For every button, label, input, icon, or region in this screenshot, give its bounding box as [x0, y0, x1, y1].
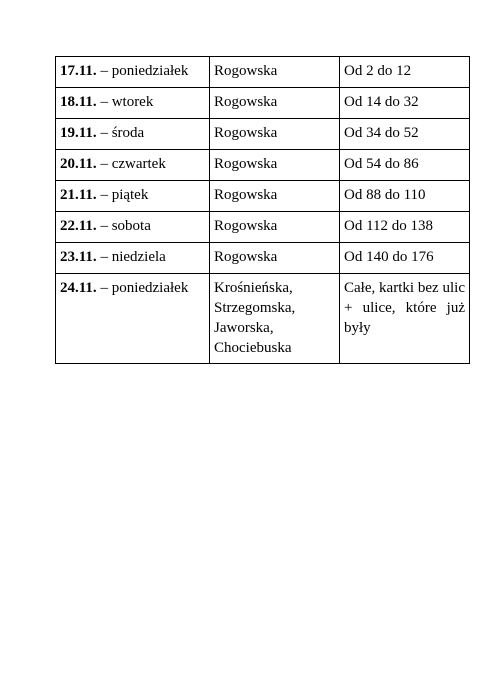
- table-row: [56, 274, 470, 364]
- range-text: Od 54 do 86: [344, 156, 419, 172]
- range-cell: [340, 57, 470, 88]
- street-cell: [210, 243, 340, 274]
- table-row: [56, 181, 470, 212]
- date-cell: [56, 88, 210, 119]
- weekday-text: – piątek: [96, 187, 149, 203]
- date-cell: [56, 212, 210, 243]
- street-text: Krośnieńska,: [214, 280, 293, 296]
- range-text: Od 88 do 110: [344, 187, 426, 203]
- table-row: [56, 150, 470, 181]
- date-text: 17.11.: [60, 63, 97, 79]
- range-cell: [340, 119, 470, 150]
- range-text: Od 140 do 176: [344, 249, 434, 265]
- date-text: 21.11.: [60, 187, 97, 203]
- range-cell: [340, 181, 470, 212]
- street-cell: [210, 181, 340, 212]
- date-text: 20.11.: [60, 156, 97, 172]
- street-cell: [210, 150, 340, 181]
- date-text: 18.11.: [60, 94, 97, 110]
- street-text: Rogowska: [214, 125, 278, 141]
- weekday-text: – wtorek: [96, 94, 154, 110]
- weekday-text: – czwartek: [96, 156, 166, 172]
- range-cell: [340, 212, 470, 243]
- street-text: Rogowska: [214, 156, 278, 172]
- date-text: 19.11.: [60, 125, 97, 141]
- date-text: 24.11.: [60, 280, 97, 296]
- schedule-table: [55, 56, 470, 364]
- date-cell: [56, 150, 210, 181]
- range-cell: [340, 150, 470, 181]
- range-text: Całe, kartki bez ulic + ulice, które już były: [344, 280, 465, 336]
- street-text: Rogowska: [214, 63, 278, 79]
- table-row: [56, 88, 470, 119]
- street-cell: [210, 274, 340, 364]
- table-row: [56, 57, 470, 88]
- street-text: Rogowska: [214, 187, 278, 203]
- date-cell: [56, 119, 210, 150]
- range-text: Od 14 do 32: [344, 94, 419, 110]
- range-cell: [340, 243, 470, 274]
- table-row: [56, 243, 470, 274]
- weekday-text: – środa: [96, 125, 145, 141]
- street-text: Rogowska: [214, 218, 278, 234]
- date-cell: [56, 243, 210, 274]
- table-row: [56, 119, 470, 150]
- range-text: Od 112 do 138: [344, 218, 434, 234]
- street-cell: [210, 212, 340, 243]
- range-text: Od 2 do 12: [344, 63, 412, 79]
- street-text: Chociebuska: [214, 340, 292, 356]
- street-cell: [210, 119, 340, 150]
- street-cell: [210, 88, 340, 119]
- date-cell: [56, 181, 210, 212]
- date-text: 22.11.: [60, 218, 97, 234]
- street-text: Strzegomska,: [214, 300, 296, 316]
- date-text: 23.11.: [60, 249, 97, 265]
- date-cell: [56, 57, 210, 88]
- street-text: Rogowska: [214, 94, 278, 110]
- street-text: Rogowska: [214, 249, 278, 265]
- weekday-text: – niedziela: [96, 249, 166, 265]
- weekday-text: – poniedziałek: [96, 280, 189, 296]
- street-text: Jaworska,: [214, 320, 274, 336]
- street-cell: [210, 57, 340, 88]
- table-row: [56, 212, 470, 243]
- range-text: Od 34 do 52: [344, 125, 419, 141]
- range-cell: [340, 274, 470, 364]
- range-cell: [340, 88, 470, 119]
- schedule-table-body: [56, 57, 470, 364]
- date-cell: [56, 274, 210, 364]
- weekday-text: – poniedziałek: [96, 63, 189, 79]
- weekday-text: – sobota: [96, 218, 151, 234]
